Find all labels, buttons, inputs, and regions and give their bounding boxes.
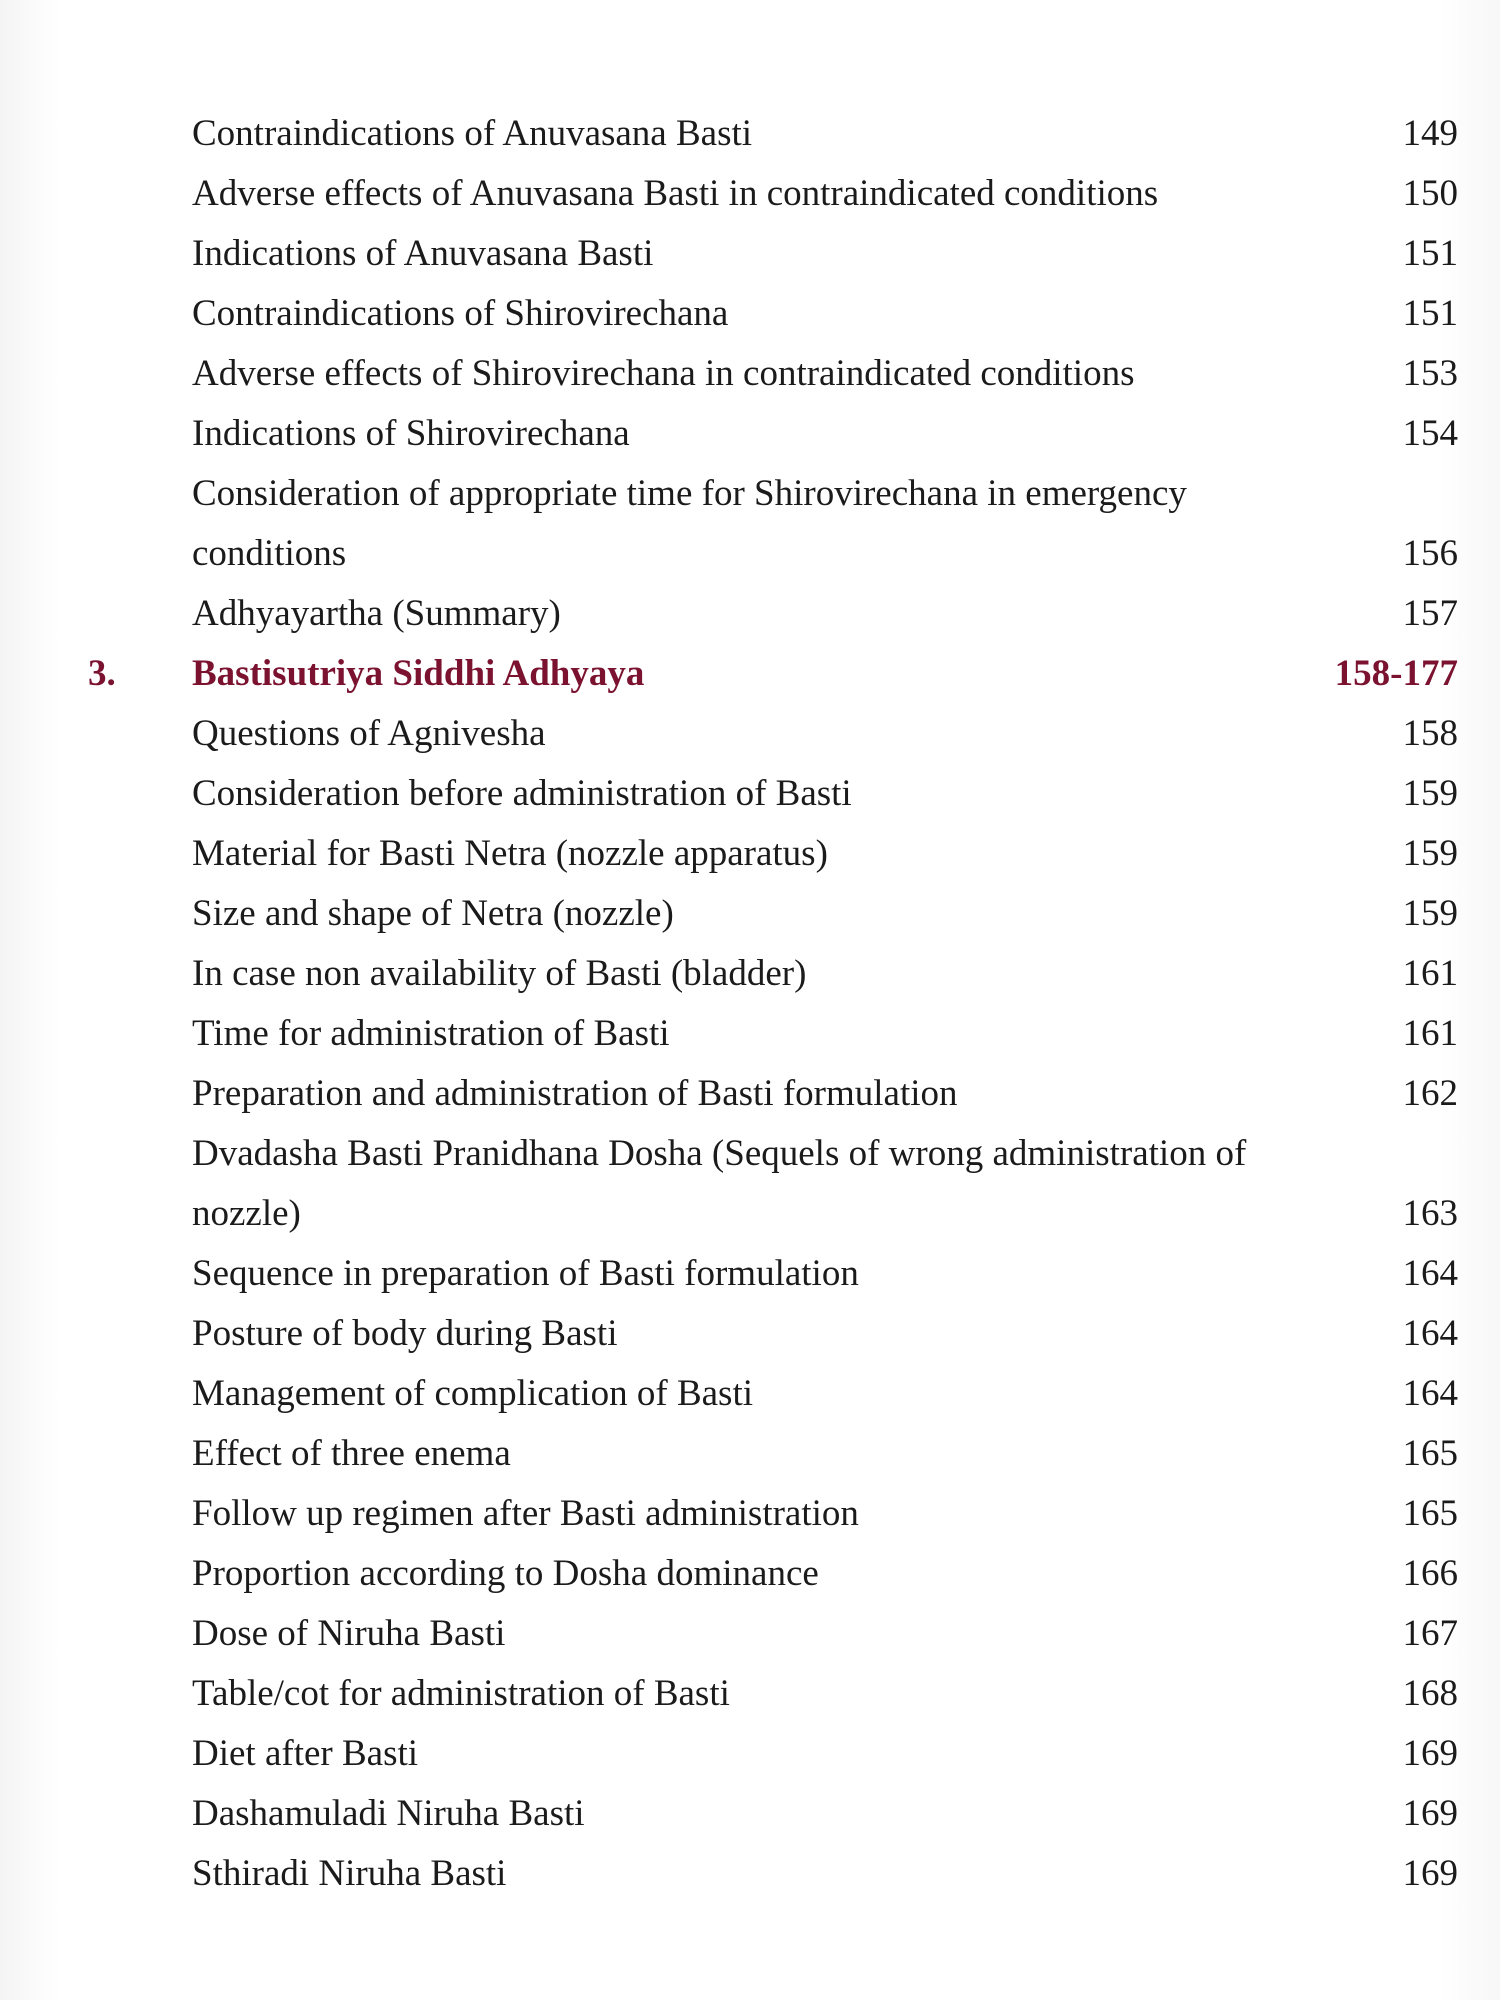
toc-entry-title: Time for administration of Basti [192,1013,670,1054]
toc-entry-title: Table/cot for administration of Basti [192,1673,730,1714]
toc-entry [0,344,1500,404]
toc-entry-title: In case non availability of Basti (bladder) [192,953,807,994]
toc-entry [0,284,1500,344]
toc-entry [0,1784,1500,1844]
toc-entry [0,764,1500,824]
toc-entry-title: Effect of three enema [192,1433,511,1474]
toc-entry [0,1544,1500,1604]
toc-entry-page: 158 [1402,713,1458,754]
toc-entry-title: Sequence in preparation of Basti formulation [192,1253,859,1294]
toc-entry-page: 154 [1402,413,1458,454]
toc-entry-page: 151 [1402,293,1458,334]
toc-entry [0,1604,1500,1664]
toc-entry [0,464,1500,584]
toc-entry-page: 161 [1402,1013,1458,1054]
toc-entry-page: 163 [1402,1193,1458,1234]
toc-entry-page: 151 [1402,233,1458,274]
toc-entry-page: 165 [1402,1433,1458,1474]
toc-entry-title: Consideration before administration of Basti [192,773,852,814]
toc-entry-title: Preparation and administration of Basti formulation [192,1073,958,1114]
toc-entry-title: Follow up regimen after Basti administration [192,1493,859,1534]
toc-entry [0,1244,1500,1304]
chapter-page-range: 158-177 [1334,653,1458,694]
toc-entry-title: Questions of Agnivesha [192,713,546,754]
toc-entry-page: 153 [1402,353,1458,394]
toc-entry-page: 164 [1402,1373,1458,1414]
toc-entry [0,1304,1500,1364]
toc-entry [0,1364,1500,1424]
toc-entry-page: 161 [1402,953,1458,994]
toc-entry-page: 150 [1402,173,1458,214]
toc-entry [0,884,1500,944]
toc-entry-page: 167 [1402,1613,1458,1654]
chapter-title: Bastisutriya Siddhi Adhyaya [192,653,645,694]
toc-entry [0,404,1500,464]
toc-entry-title: Contraindications of Shirovirechana [192,293,729,334]
toc-entry-title: Consideration of appropriate time for Shirovirechana in emergency conditions [192,473,1187,574]
toc-entry-page: 156 [1402,533,1458,574]
toc-entry [0,1484,1500,1544]
toc-entry-title: Dose of Niruha Basti [192,1613,506,1654]
toc-entry [0,1844,1500,1904]
toc-entry [0,1124,1500,1244]
toc-entry-page: 149 [1402,113,1458,154]
toc-entry-page: 157 [1402,593,1458,634]
toc-entry-page: 169 [1402,1853,1458,1894]
toc-entry [0,1424,1500,1484]
toc-entry-page: 164 [1402,1313,1458,1354]
toc-entry [0,164,1500,224]
toc-entry-title: Proportion according to Dosha dominance [192,1553,819,1594]
toc-entry [0,1664,1500,1724]
toc-entry-page: 159 [1402,893,1458,934]
toc-entry-page: 168 [1402,1673,1458,1714]
toc-entry [0,104,1500,164]
toc-entry-title: Adverse effects of Anuvasana Basti in contraindicated conditions [192,173,1159,214]
toc-entry-title: Sthiradi Niruha Basti [192,1853,507,1894]
toc-entry [0,1724,1500,1784]
toc-entry-title: Dvadasha Basti Pranidhana Dosha (Sequels of wrong administration of nozzle) [192,1133,1247,1234]
toc-chapter-heading [0,644,1500,704]
toc-entry-page: 169 [1402,1733,1458,1774]
toc-entry-title: Adverse effects of Shirovirechana in contraindicated conditions [192,353,1135,394]
toc-entry-title: Material for Basti Netra (nozzle apparatus) [192,833,828,874]
toc-entry-page: 169 [1402,1793,1458,1834]
toc-entry [0,1064,1500,1124]
toc-entry-title: Adhyayartha (Summary) [192,593,561,634]
toc-entry-page: 159 [1402,773,1458,814]
toc-entry-page: 165 [1402,1493,1458,1534]
chapter-number: 3. [88,653,116,694]
toc-entry-page: 164 [1402,1253,1458,1294]
toc-entry-page: 159 [1402,833,1458,874]
toc-entry [0,824,1500,884]
toc-entry-title: Size and shape of Netra (nozzle) [192,893,674,934]
toc-entry-title: Diet after Basti [192,1733,419,1774]
toc-entry [0,704,1500,764]
toc-entry-title: Indications of Shirovirechana [192,413,630,454]
toc-entry-title: Contraindications of Anuvasana Basti [192,113,753,154]
toc-entry [0,944,1500,1004]
toc-entry [0,584,1500,644]
toc-entry-title: Posture of body during Basti [192,1313,618,1354]
toc-entry-title: Dashamuladi Niruha Basti [192,1793,585,1834]
table-of-contents [0,104,1500,1904]
toc-entry-title: Indications of Anuvasana Basti [192,233,654,274]
toc-entry [0,1004,1500,1064]
toc-entry [0,224,1500,284]
toc-entry-page: 162 [1402,1073,1458,1114]
toc-entry-page: 166 [1402,1553,1458,1594]
toc-entry-title: Management of complication of Basti [192,1373,754,1414]
